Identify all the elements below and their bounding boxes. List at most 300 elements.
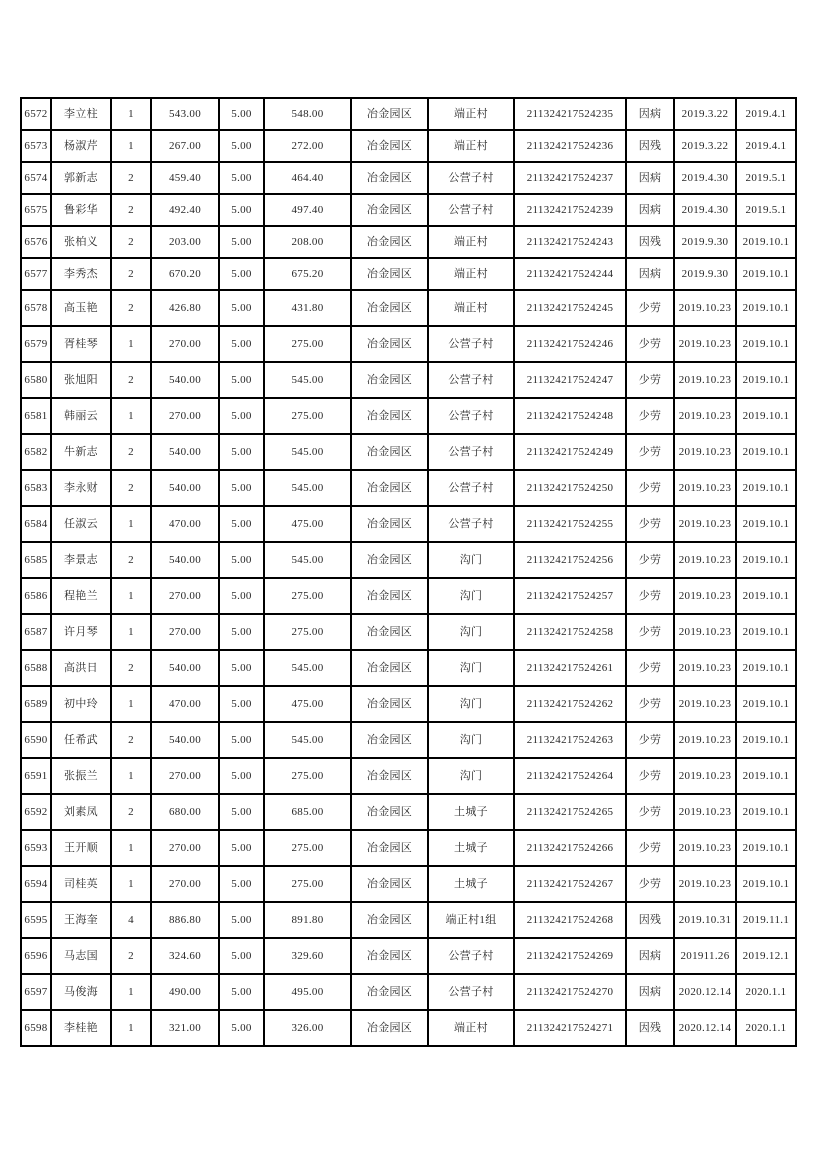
cell-village: 公营子村 <box>428 470 514 506</box>
cell-village: 沟门 <box>428 578 514 614</box>
cell-approval-date: 2019.10.23 <box>674 506 736 542</box>
cell-account-number: 211324217524250 <box>514 470 626 506</box>
cell-supplement-amount: 5.00 <box>219 938 264 974</box>
cell-total-amount: 495.00 <box>264 974 351 1010</box>
cell-sequence-number: 6592 <box>21 794 51 830</box>
cell-park-area: 冶金园区 <box>351 542 428 578</box>
cell-account-number: 211324217524267 <box>514 866 626 902</box>
cell-poverty-reason: 少劳 <box>626 614 674 650</box>
cell-sequence-number: 6597 <box>21 974 51 1010</box>
cell-supplement-amount: 5.00 <box>219 578 264 614</box>
cell-supplement-amount: 5.00 <box>219 542 264 578</box>
table-row <box>21 162 796 194</box>
cell-person-name: 马俊海 <box>51 974 111 1010</box>
cell-sequence-number: 6575 <box>21 194 51 226</box>
cell-effective-date: 2019.10.1 <box>736 362 796 398</box>
cell-base-amount: 270.00 <box>151 866 219 902</box>
cell-village: 公营子村 <box>428 326 514 362</box>
cell-park-area: 冶金园区 <box>351 758 428 794</box>
cell-effective-date: 2019.10.1 <box>736 398 796 434</box>
cell-supplement-amount: 5.00 <box>219 258 264 290</box>
cell-person-name: 李立柱 <box>51 98 111 130</box>
cell-household-count: 2 <box>111 362 151 398</box>
cell-poverty-reason: 少劳 <box>626 362 674 398</box>
cell-approval-date: 2019.9.30 <box>674 258 736 290</box>
cell-supplement-amount: 5.00 <box>219 470 264 506</box>
cell-person-name: 胥桂琴 <box>51 326 111 362</box>
cell-park-area: 冶金园区 <box>351 866 428 902</box>
cell-sequence-number: 6586 <box>21 578 51 614</box>
cell-effective-date: 2019.11.1 <box>736 902 796 938</box>
cell-person-name: 马志国 <box>51 938 111 974</box>
cell-poverty-reason: 因病 <box>626 258 674 290</box>
table-row <box>21 290 796 326</box>
cell-account-number: 211324217524244 <box>514 258 626 290</box>
cell-base-amount: 680.00 <box>151 794 219 830</box>
cell-total-amount: 275.00 <box>264 398 351 434</box>
cell-supplement-amount: 5.00 <box>219 98 264 130</box>
cell-poverty-reason: 少劳 <box>626 758 674 794</box>
table-row <box>21 650 796 686</box>
cell-supplement-amount: 5.00 <box>219 650 264 686</box>
cell-total-amount: 548.00 <box>264 98 351 130</box>
cell-account-number: 211324217524266 <box>514 830 626 866</box>
cell-effective-date: 2019.4.1 <box>736 130 796 162</box>
cell-total-amount: 275.00 <box>264 326 351 362</box>
cell-park-area: 冶金园区 <box>351 578 428 614</box>
cell-poverty-reason: 因病 <box>626 938 674 974</box>
cell-account-number: 211324217524235 <box>514 98 626 130</box>
cell-person-name: 高洪日 <box>51 650 111 686</box>
cell-sequence-number: 6591 <box>21 758 51 794</box>
cell-account-number: 211324217524237 <box>514 162 626 194</box>
cell-sequence-number: 6583 <box>21 470 51 506</box>
cell-park-area: 冶金园区 <box>351 902 428 938</box>
cell-person-name: 刘素凤 <box>51 794 111 830</box>
cell-base-amount: 470.00 <box>151 506 219 542</box>
cell-village: 端正村 <box>428 1010 514 1046</box>
cell-sequence-number: 6587 <box>21 614 51 650</box>
cell-total-amount: 891.80 <box>264 902 351 938</box>
cell-park-area: 冶金园区 <box>351 938 428 974</box>
cell-approval-date: 2019.10.23 <box>674 434 736 470</box>
cell-poverty-reason: 因病 <box>626 194 674 226</box>
cell-person-name: 张振兰 <box>51 758 111 794</box>
cell-poverty-reason: 少劳 <box>626 326 674 362</box>
cell-household-count: 1 <box>111 98 151 130</box>
cell-account-number: 211324217524256 <box>514 542 626 578</box>
cell-household-count: 2 <box>111 434 151 470</box>
cell-poverty-reason: 少劳 <box>626 290 674 326</box>
cell-poverty-reason: 因病 <box>626 162 674 194</box>
cell-base-amount: 540.00 <box>151 362 219 398</box>
cell-approval-date: 2019.10.31 <box>674 902 736 938</box>
cell-poverty-reason: 少劳 <box>626 506 674 542</box>
cell-household-count: 1 <box>111 974 151 1010</box>
cell-base-amount: 270.00 <box>151 830 219 866</box>
cell-park-area: 冶金园区 <box>351 194 428 226</box>
cell-approval-date: 2019.10.23 <box>674 722 736 758</box>
cell-effective-date: 2019.10.1 <box>736 470 796 506</box>
cell-village: 沟门 <box>428 686 514 722</box>
cell-account-number: 211324217524271 <box>514 1010 626 1046</box>
cell-poverty-reason: 少劳 <box>626 434 674 470</box>
cell-household-count: 2 <box>111 794 151 830</box>
table-row <box>21 902 796 938</box>
cell-total-amount: 208.00 <box>264 226 351 258</box>
table-row <box>21 1010 796 1046</box>
cell-person-name: 李永财 <box>51 470 111 506</box>
cell-effective-date: 2019.10.1 <box>736 226 796 258</box>
cell-sequence-number: 6593 <box>21 830 51 866</box>
cell-village: 端正村 <box>428 290 514 326</box>
cell-park-area: 冶金园区 <box>351 326 428 362</box>
cell-park-area: 冶金园区 <box>351 130 428 162</box>
cell-supplement-amount: 5.00 <box>219 398 264 434</box>
cell-base-amount: 321.00 <box>151 1010 219 1046</box>
cell-account-number: 211324217524245 <box>514 290 626 326</box>
cell-village: 公营子村 <box>428 938 514 974</box>
table-row <box>21 542 796 578</box>
table-row <box>21 226 796 258</box>
cell-effective-date: 2019.10.1 <box>736 258 796 290</box>
cell-total-amount: 545.00 <box>264 722 351 758</box>
cell-total-amount: 685.00 <box>264 794 351 830</box>
cell-village: 沟门 <box>428 542 514 578</box>
cell-park-area: 冶金园区 <box>351 830 428 866</box>
cell-household-count: 2 <box>111 542 151 578</box>
cell-account-number: 211324217524265 <box>514 794 626 830</box>
cell-supplement-amount: 5.00 <box>219 614 264 650</box>
cell-approval-date: 201911.26 <box>674 938 736 974</box>
cell-effective-date: 2019.10.1 <box>736 866 796 902</box>
cell-park-area: 冶金园区 <box>351 434 428 470</box>
cell-village: 公营子村 <box>428 194 514 226</box>
table-row <box>21 758 796 794</box>
cell-household-count: 2 <box>111 258 151 290</box>
cell-person-name: 高玉艳 <box>51 290 111 326</box>
cell-sequence-number: 6594 <box>21 866 51 902</box>
cell-supplement-amount: 5.00 <box>219 434 264 470</box>
cell-person-name: 张旭阳 <box>51 362 111 398</box>
cell-base-amount: 203.00 <box>151 226 219 258</box>
cell-village: 端正村 <box>428 130 514 162</box>
cell-supplement-amount: 5.00 <box>219 1010 264 1046</box>
cell-account-number: 211324217524258 <box>514 614 626 650</box>
cell-approval-date: 2019.10.23 <box>674 686 736 722</box>
table-row <box>21 506 796 542</box>
table-row <box>21 578 796 614</box>
cell-household-count: 2 <box>111 194 151 226</box>
cell-village: 沟门 <box>428 722 514 758</box>
cell-household-count: 1 <box>111 866 151 902</box>
cell-person-name: 张柏义 <box>51 226 111 258</box>
cell-approval-date: 2019.10.23 <box>674 362 736 398</box>
cell-village: 公营子村 <box>428 362 514 398</box>
cell-base-amount: 490.00 <box>151 974 219 1010</box>
cell-approval-date: 2019.10.23 <box>674 290 736 326</box>
cell-total-amount: 545.00 <box>264 362 351 398</box>
table-row <box>21 362 796 398</box>
table-row <box>21 614 796 650</box>
cell-park-area: 冶金园区 <box>351 226 428 258</box>
cell-person-name: 李秀杰 <box>51 258 111 290</box>
cell-supplement-amount: 5.00 <box>219 722 264 758</box>
cell-account-number: 211324217524269 <box>514 938 626 974</box>
cell-supplement-amount: 5.00 <box>219 794 264 830</box>
cell-household-count: 1 <box>111 506 151 542</box>
cell-sequence-number: 6577 <box>21 258 51 290</box>
cell-park-area: 冶金园区 <box>351 470 428 506</box>
cell-base-amount: 270.00 <box>151 398 219 434</box>
cell-household-count: 1 <box>111 830 151 866</box>
table-row <box>21 98 796 130</box>
cell-total-amount: 275.00 <box>264 614 351 650</box>
cell-effective-date: 2019.5.1 <box>736 194 796 226</box>
cell-account-number: 211324217524257 <box>514 578 626 614</box>
cell-supplement-amount: 5.00 <box>219 326 264 362</box>
cell-household-count: 2 <box>111 162 151 194</box>
cell-base-amount: 540.00 <box>151 434 219 470</box>
cell-household-count: 2 <box>111 650 151 686</box>
cell-effective-date: 2020.1.1 <box>736 974 796 1010</box>
table-row <box>21 194 796 226</box>
cell-poverty-reason: 少劳 <box>626 794 674 830</box>
cell-base-amount: 543.00 <box>151 98 219 130</box>
cell-poverty-reason: 少劳 <box>626 866 674 902</box>
cell-person-name: 司桂英 <box>51 866 111 902</box>
cell-poverty-reason: 少劳 <box>626 470 674 506</box>
cell-effective-date: 2019.10.1 <box>736 758 796 794</box>
cell-account-number: 211324217524255 <box>514 506 626 542</box>
cell-base-amount: 540.00 <box>151 650 219 686</box>
cell-supplement-amount: 5.00 <box>219 226 264 258</box>
cell-person-name: 李景志 <box>51 542 111 578</box>
cell-account-number: 211324217524246 <box>514 326 626 362</box>
cell-supplement-amount: 5.00 <box>219 686 264 722</box>
cell-supplement-amount: 5.00 <box>219 162 264 194</box>
cell-effective-date: 2019.4.1 <box>736 98 796 130</box>
cell-effective-date: 2019.10.1 <box>736 614 796 650</box>
cell-household-count: 2 <box>111 290 151 326</box>
cell-effective-date: 2020.1.1 <box>736 1010 796 1046</box>
cell-poverty-reason: 因残 <box>626 1010 674 1046</box>
cell-sequence-number: 6595 <box>21 902 51 938</box>
cell-base-amount: 540.00 <box>151 470 219 506</box>
cell-effective-date: 2019.12.1 <box>736 938 796 974</box>
cell-effective-date: 2019.5.1 <box>736 162 796 194</box>
cell-total-amount: 475.00 <box>264 686 351 722</box>
table-row <box>21 938 796 974</box>
cell-village: 公营子村 <box>428 974 514 1010</box>
table-row <box>21 974 796 1010</box>
cell-approval-date: 2019.4.30 <box>674 162 736 194</box>
cell-poverty-reason: 少劳 <box>626 686 674 722</box>
cell-account-number: 211324217524262 <box>514 686 626 722</box>
table-row <box>21 470 796 506</box>
cell-village: 沟门 <box>428 758 514 794</box>
cell-park-area: 冶金园区 <box>351 722 428 758</box>
cell-village: 端正村 <box>428 98 514 130</box>
cell-household-count: 1 <box>111 130 151 162</box>
cell-effective-date: 2019.10.1 <box>736 578 796 614</box>
cell-person-name: 杨淑芹 <box>51 130 111 162</box>
cell-approval-date: 2019.4.30 <box>674 194 736 226</box>
cell-sequence-number: 6596 <box>21 938 51 974</box>
cell-approval-date: 2019.3.22 <box>674 98 736 130</box>
cell-poverty-reason: 少劳 <box>626 578 674 614</box>
cell-approval-date: 2019.10.23 <box>674 758 736 794</box>
cell-effective-date: 2019.10.1 <box>736 794 796 830</box>
cell-poverty-reason: 因残 <box>626 902 674 938</box>
cell-account-number: 211324217524270 <box>514 974 626 1010</box>
cell-household-count: 1 <box>111 1010 151 1046</box>
cell-account-number: 211324217524243 <box>514 226 626 258</box>
cell-person-name: 任淑云 <box>51 506 111 542</box>
cell-sequence-number: 6582 <box>21 434 51 470</box>
cell-base-amount: 426.80 <box>151 290 219 326</box>
cell-sequence-number: 6579 <box>21 326 51 362</box>
cell-approval-date: 2019.10.23 <box>674 398 736 434</box>
cell-park-area: 冶金园区 <box>351 162 428 194</box>
cell-approval-date: 2019.10.23 <box>674 794 736 830</box>
cell-park-area: 冶金园区 <box>351 98 428 130</box>
cell-person-name: 王开顺 <box>51 830 111 866</box>
cell-total-amount: 545.00 <box>264 650 351 686</box>
cell-supplement-amount: 5.00 <box>219 974 264 1010</box>
cell-total-amount: 275.00 <box>264 830 351 866</box>
cell-person-name: 牛新志 <box>51 434 111 470</box>
cell-effective-date: 2019.10.1 <box>736 830 796 866</box>
cell-total-amount: 329.60 <box>264 938 351 974</box>
cell-sequence-number: 6580 <box>21 362 51 398</box>
cell-household-count: 2 <box>111 722 151 758</box>
cell-sequence-number: 6578 <box>21 290 51 326</box>
cell-base-amount: 540.00 <box>151 542 219 578</box>
cell-account-number: 211324217524263 <box>514 722 626 758</box>
cell-park-area: 冶金园区 <box>351 686 428 722</box>
cell-total-amount: 545.00 <box>264 434 351 470</box>
cell-household-count: 1 <box>111 686 151 722</box>
cell-account-number: 211324217524268 <box>514 902 626 938</box>
cell-sequence-number: 6581 <box>21 398 51 434</box>
cell-household-count: 1 <box>111 614 151 650</box>
cell-person-name: 郭新志 <box>51 162 111 194</box>
cell-supplement-amount: 5.00 <box>219 830 264 866</box>
cell-poverty-reason: 少劳 <box>626 542 674 578</box>
cell-total-amount: 545.00 <box>264 542 351 578</box>
cell-account-number: 211324217524248 <box>514 398 626 434</box>
cell-poverty-reason: 少劳 <box>626 650 674 686</box>
cell-account-number: 211324217524249 <box>514 434 626 470</box>
cell-village: 端正村1组 <box>428 902 514 938</box>
cell-park-area: 冶金园区 <box>351 506 428 542</box>
cell-person-name: 程艳兰 <box>51 578 111 614</box>
cell-approval-date: 2019.10.23 <box>674 830 736 866</box>
table-row <box>21 686 796 722</box>
table-row <box>21 434 796 470</box>
cell-sequence-number: 6589 <box>21 686 51 722</box>
cell-household-count: 2 <box>111 938 151 974</box>
table-row <box>21 258 796 290</box>
cell-park-area: 冶金园区 <box>351 1010 428 1046</box>
records-table-body <box>21 98 796 1046</box>
cell-household-count: 1 <box>111 578 151 614</box>
cell-approval-date: 2019.3.22 <box>674 130 736 162</box>
cell-person-name: 许月琴 <box>51 614 111 650</box>
cell-supplement-amount: 5.00 <box>219 902 264 938</box>
cell-sequence-number: 6588 <box>21 650 51 686</box>
cell-base-amount: 324.60 <box>151 938 219 974</box>
cell-base-amount: 459.40 <box>151 162 219 194</box>
cell-base-amount: 270.00 <box>151 326 219 362</box>
cell-base-amount: 270.00 <box>151 578 219 614</box>
cell-household-count: 1 <box>111 326 151 362</box>
cell-village: 端正村 <box>428 226 514 258</box>
cell-total-amount: 275.00 <box>264 866 351 902</box>
table-row <box>21 722 796 758</box>
cell-effective-date: 2019.10.1 <box>736 506 796 542</box>
cell-sequence-number: 6585 <box>21 542 51 578</box>
cell-park-area: 冶金园区 <box>351 650 428 686</box>
cell-effective-date: 2019.10.1 <box>736 542 796 578</box>
cell-sequence-number: 6574 <box>21 162 51 194</box>
cell-sequence-number: 6573 <box>21 130 51 162</box>
cell-village: 土城子 <box>428 794 514 830</box>
cell-poverty-reason: 因病 <box>626 974 674 1010</box>
cell-village: 公营子村 <box>428 398 514 434</box>
cell-account-number: 211324217524261 <box>514 650 626 686</box>
cell-person-name: 李桂艳 <box>51 1010 111 1046</box>
cell-park-area: 冶金园区 <box>351 258 428 290</box>
cell-effective-date: 2019.10.1 <box>736 722 796 758</box>
cell-sequence-number: 6572 <box>21 98 51 130</box>
cell-park-area: 冶金园区 <box>351 290 428 326</box>
table-row <box>21 794 796 830</box>
records-table <box>20 97 797 1047</box>
cell-effective-date: 2019.10.1 <box>736 686 796 722</box>
cell-household-count: 1 <box>111 398 151 434</box>
cell-total-amount: 464.40 <box>264 162 351 194</box>
cell-person-name: 初中玲 <box>51 686 111 722</box>
cell-poverty-reason: 少劳 <box>626 830 674 866</box>
cell-effective-date: 2019.10.1 <box>736 434 796 470</box>
cell-total-amount: 475.00 <box>264 506 351 542</box>
cell-effective-date: 2019.10.1 <box>736 650 796 686</box>
table-row <box>21 866 796 902</box>
cell-total-amount: 497.40 <box>264 194 351 226</box>
cell-supplement-amount: 5.00 <box>219 758 264 794</box>
cell-total-amount: 275.00 <box>264 578 351 614</box>
cell-supplement-amount: 5.00 <box>219 866 264 902</box>
cell-approval-date: 2019.10.23 <box>674 326 736 362</box>
table-row <box>21 326 796 362</box>
cell-sequence-number: 6576 <box>21 226 51 258</box>
cell-household-count: 2 <box>111 470 151 506</box>
cell-base-amount: 492.40 <box>151 194 219 226</box>
cell-base-amount: 670.20 <box>151 258 219 290</box>
cell-total-amount: 545.00 <box>264 470 351 506</box>
cell-supplement-amount: 5.00 <box>219 290 264 326</box>
cell-village: 土城子 <box>428 866 514 902</box>
cell-account-number: 211324217524247 <box>514 362 626 398</box>
cell-person-name: 鲁彩华 <box>51 194 111 226</box>
cell-supplement-amount: 5.00 <box>219 130 264 162</box>
cell-account-number: 211324217524239 <box>514 194 626 226</box>
cell-poverty-reason: 因病 <box>626 98 674 130</box>
cell-base-amount: 540.00 <box>151 722 219 758</box>
cell-approval-date: 2019.10.23 <box>674 866 736 902</box>
